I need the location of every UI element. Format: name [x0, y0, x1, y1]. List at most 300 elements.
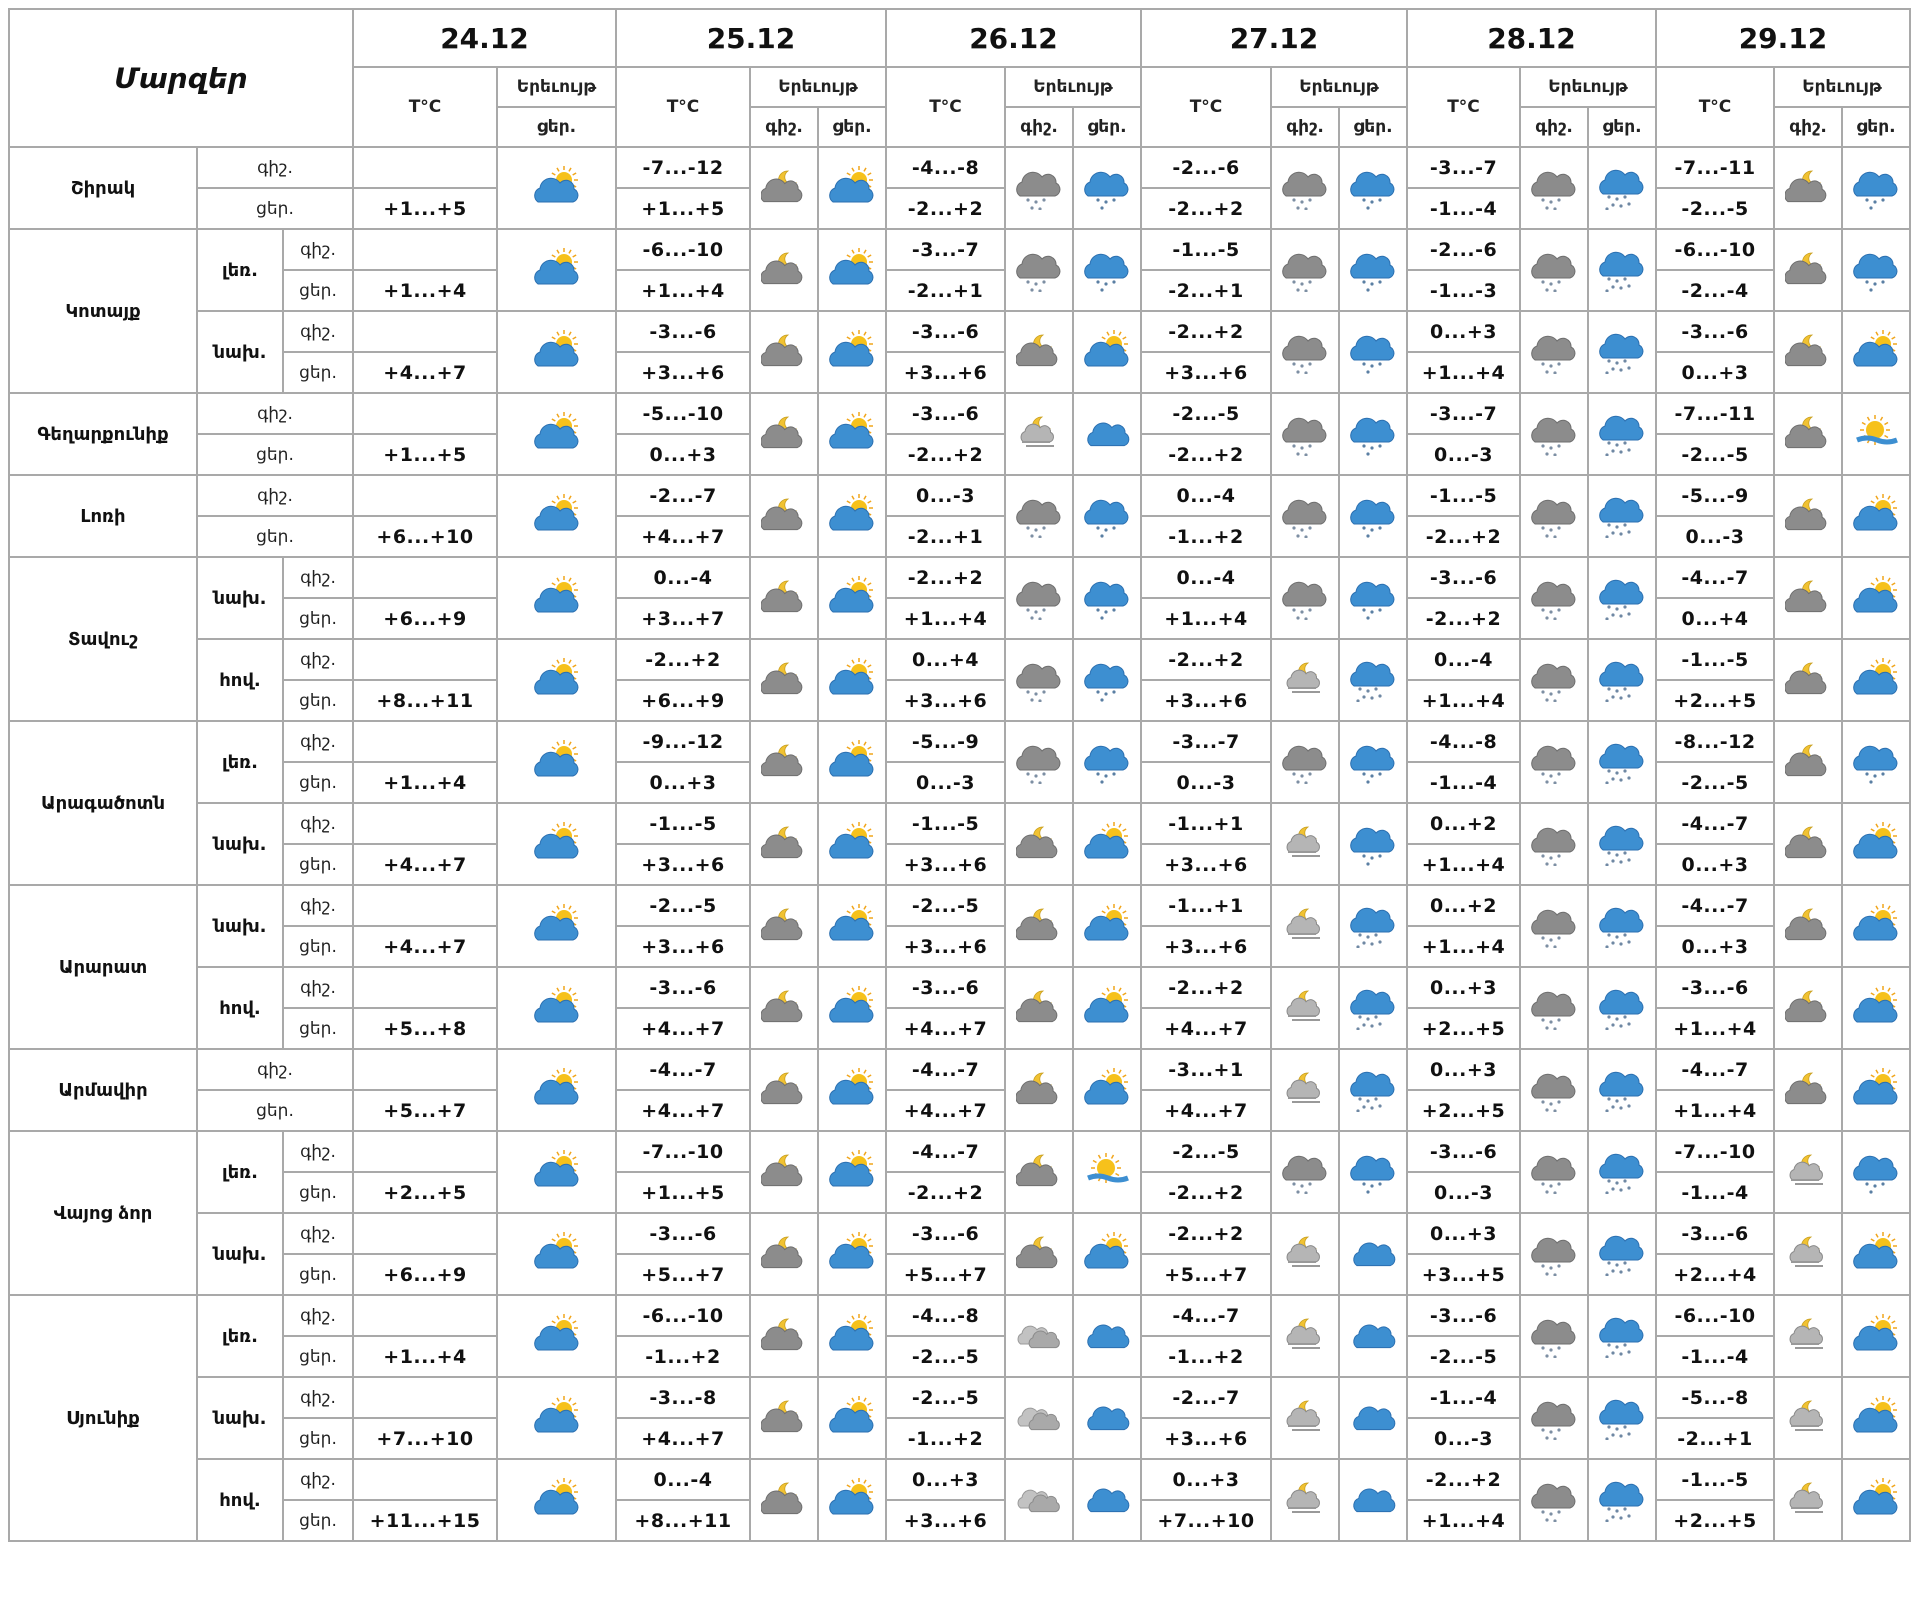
night-temp [353, 229, 497, 270]
day-temp: +1...+5 [353, 434, 497, 475]
moon-cloud-icon [750, 1377, 818, 1459]
day-temp: -1...-4 [1407, 188, 1520, 229]
moon-cloud-icon [1005, 1213, 1073, 1295]
moon-fog-icon [1271, 639, 1339, 721]
partly-sunny-icon [818, 803, 886, 885]
area-label: նախ. [197, 311, 283, 393]
night-temp: -2...-6 [1407, 229, 1520, 270]
table-row [9, 147, 1910, 188]
day-temp: +5...+7 [353, 1090, 497, 1131]
area-label: նախ. [197, 803, 283, 885]
snow-cloud-blue-icon [1339, 721, 1407, 803]
phenomenon-header: Երեւույթ [1005, 67, 1141, 107]
night-temp: -7...-11 [1656, 393, 1774, 434]
area-label: լեռ. [197, 1131, 283, 1213]
night-temp: -2...+2 [616, 639, 750, 680]
night-temp: -3...-6 [886, 393, 1005, 434]
partly-sunny-icon [1842, 475, 1910, 557]
snow-cloud-gray-icon [1271, 475, 1339, 557]
night-label: գիշ. [283, 557, 353, 598]
day-header: ցեր. [1588, 107, 1656, 147]
day-temp: -2...-4 [1656, 270, 1774, 311]
blue-cloud-icon [1073, 393, 1141, 475]
day-temp: -2...+2 [886, 1172, 1005, 1213]
partly-sunny-icon [1842, 1377, 1910, 1459]
partly-sunny-icon [1842, 967, 1910, 1049]
blue-cloud-icon [1073, 1459, 1141, 1541]
day-temp: +1...+4 [1407, 680, 1520, 721]
night-temp: -1...-5 [616, 803, 750, 844]
night-temp: -2...-6 [1141, 147, 1271, 188]
table-row [9, 721, 1910, 762]
temp-header: T°C [1407, 67, 1520, 147]
day-temp: +3...+6 [886, 1500, 1005, 1541]
night-temp: -9...-12 [616, 721, 750, 762]
snow-cloud-blue-icon [1339, 229, 1407, 311]
snow-cloud-gray-icon [1520, 1131, 1588, 1213]
day-temp: +3...+6 [886, 352, 1005, 393]
moon-cloud-icon [750, 311, 818, 393]
heavy-snow-blue-icon [1588, 1295, 1656, 1377]
night-label: գիշ. [197, 393, 353, 434]
partly-sunny-icon [818, 967, 886, 1049]
partly-sunny-icon [818, 639, 886, 721]
night-label: գիշ. [197, 1049, 353, 1090]
night-temp: -6...-10 [1656, 229, 1774, 270]
table-row [9, 885, 1910, 926]
day-label: ցեր. [197, 1090, 353, 1131]
moon-fog-icon [1271, 1377, 1339, 1459]
heavy-snow-blue-icon [1588, 557, 1656, 639]
night-temp: -5...-9 [886, 721, 1005, 762]
night-temp: -3...-7 [1407, 147, 1520, 188]
snow-cloud-blue-icon [1339, 311, 1407, 393]
day-temp: 0...+3 [1656, 352, 1774, 393]
day-temp: +1...+4 [1141, 598, 1271, 639]
night-temp: -2...-7 [616, 475, 750, 516]
day-temp: -2...+1 [1656, 1418, 1774, 1459]
day-temp: -2...-5 [1656, 762, 1774, 803]
night-temp: -2...-5 [1141, 393, 1271, 434]
date-header: 27.12 [1141, 9, 1407, 67]
night-label: գիշ. [283, 721, 353, 762]
snow-cloud-gray-icon [1005, 721, 1073, 803]
forecast-table-wrapper [8, 8, 1911, 1542]
sun-fog-icon [1073, 1131, 1141, 1213]
night-temp: -2...-5 [1141, 1131, 1271, 1172]
partly-sunny-icon [818, 1377, 886, 1459]
snow-cloud-gray-icon [1005, 475, 1073, 557]
snow-cloud-gray-icon [1520, 1049, 1588, 1131]
snow-cloud-blue-icon [1073, 557, 1141, 639]
area-label: լեռ. [197, 229, 283, 311]
temp-header: T°C [353, 67, 497, 147]
heavy-snow-blue-icon [1588, 1049, 1656, 1131]
day-temp: +1...+4 [616, 270, 750, 311]
night-label: գիշ. [283, 1377, 353, 1418]
moon-cloud-icon [750, 1295, 818, 1377]
phenomenon-header: Երեւույթ [1271, 67, 1407, 107]
day-temp: +3...+6 [886, 844, 1005, 885]
phenomenon-header: Երեւույթ [750, 67, 886, 107]
night-temp [353, 1049, 497, 1090]
day-temp: +8...+11 [353, 680, 497, 721]
day-temp: +1...+4 [353, 762, 497, 803]
heavy-snow-blue-icon [1588, 1459, 1656, 1541]
partly-sunny-icon [818, 885, 886, 967]
partly-sunny-icon [497, 393, 616, 475]
snow-cloud-gray-icon [1005, 147, 1073, 229]
day-label: ցեր. [283, 762, 353, 803]
day-temp: +3...+6 [886, 926, 1005, 967]
area-label: հով. [197, 1459, 283, 1541]
snow-cloud-gray-icon [1520, 967, 1588, 1049]
snow-cloud-gray-icon [1271, 229, 1339, 311]
snow-cloud-blue-icon [1073, 721, 1141, 803]
night-temp: -4...-7 [1656, 557, 1774, 598]
moon-cloud-icon [1005, 803, 1073, 885]
moon-cloud-icon [1774, 229, 1842, 311]
night-temp [353, 967, 497, 1008]
partly-sunny-icon [497, 475, 616, 557]
night-temp [353, 721, 497, 762]
night-temp [353, 885, 497, 926]
day-temp: +4...+7 [1141, 1008, 1271, 1049]
day-temp: 0...+4 [1656, 598, 1774, 639]
night-header: գիշ. [750, 107, 818, 147]
night-label: գիշ. [283, 1213, 353, 1254]
snow-cloud-blue-icon [1339, 475, 1407, 557]
moon-fog-icon [1774, 1377, 1842, 1459]
moon-cloud-icon [1774, 803, 1842, 885]
day-label: ցեր. [197, 434, 353, 475]
snow-cloud-gray-icon [1520, 803, 1588, 885]
blue-cloud-icon [1073, 1377, 1141, 1459]
table-row [9, 557, 1910, 598]
moon-cloud-icon [1774, 311, 1842, 393]
day-label: ցեր. [283, 1418, 353, 1459]
day-temp: +1...+4 [1407, 926, 1520, 967]
night-temp: -4...-7 [886, 1049, 1005, 1090]
date-header: 24.12 [353, 9, 616, 67]
day-header: ցեր. [497, 107, 616, 147]
moon-cloud-icon [750, 967, 818, 1049]
night-temp: -7...-10 [616, 1131, 750, 1172]
night-temp: -4...-7 [1656, 885, 1774, 926]
night-temp: -3...-6 [1407, 1295, 1520, 1336]
partly-sunny-icon [818, 1459, 886, 1541]
night-temp: -3...-6 [1656, 967, 1774, 1008]
table-row [9, 229, 1910, 270]
day-temp: 0...-3 [1407, 1172, 1520, 1213]
night-temp: -1...-4 [1407, 1377, 1520, 1418]
day-temp: +3...+7 [616, 598, 750, 639]
area-label: նախ. [197, 557, 283, 639]
day-label: ցեր. [197, 188, 353, 229]
day-label: ցեր. [283, 1254, 353, 1295]
day-temp: 0...-3 [1656, 516, 1774, 557]
partly-sunny-icon [1842, 885, 1910, 967]
snow-cloud-blue-icon [1073, 229, 1141, 311]
moon-cloud-icon [750, 475, 818, 557]
day-temp: +4...+7 [616, 516, 750, 557]
night-label: գիշ. [197, 147, 353, 188]
moon-cloud-icon [750, 1459, 818, 1541]
day-temp: -2...+1 [886, 516, 1005, 557]
day-temp: +4...+7 [886, 1008, 1005, 1049]
night-temp [353, 557, 497, 598]
snow-cloud-blue-icon [1339, 803, 1407, 885]
partly-sunny-icon [497, 229, 616, 311]
night-label: գիշ. [197, 475, 353, 516]
table-row [9, 311, 1910, 352]
moon-cloud-icon [1774, 1049, 1842, 1131]
snow-cloud-blue-icon [1842, 147, 1910, 229]
day-temp: +1...+4 [1407, 1500, 1520, 1541]
night-temp: -4...-7 [1656, 803, 1774, 844]
moon-cloud-icon [750, 147, 818, 229]
temp-header: T°C [1141, 67, 1271, 147]
partly-sunny-icon [818, 557, 886, 639]
heavy-snow-blue-icon [1588, 311, 1656, 393]
night-label: գիշ. [283, 967, 353, 1008]
day-temp: +8...+11 [616, 1500, 750, 1541]
day-temp: +2...+5 [353, 1172, 497, 1213]
night-temp: -1...-5 [1656, 639, 1774, 680]
moon-cloud-icon [1774, 557, 1842, 639]
day-label: ցեր. [283, 1008, 353, 1049]
night-temp: 0...+3 [1407, 1213, 1520, 1254]
blue-cloud-icon [1339, 1377, 1407, 1459]
night-temp [353, 475, 497, 516]
snow-cloud-gray-icon [1271, 1131, 1339, 1213]
day-temp: +2...+5 [1656, 1500, 1774, 1541]
region-name: Արմավիր [9, 1049, 197, 1131]
day-temp: -1...-4 [1656, 1336, 1774, 1377]
region-name: Լոռի [9, 475, 197, 557]
night-temp: -3...-6 [886, 967, 1005, 1008]
day-temp: -1...-4 [1407, 762, 1520, 803]
day-temp: +5...+7 [616, 1254, 750, 1295]
moon-cloud-icon [750, 721, 818, 803]
partly-sunny-icon [497, 639, 616, 721]
day-label: ցեր. [283, 926, 353, 967]
area-label: հով. [197, 967, 283, 1049]
heavy-snow-blue-icon [1588, 147, 1656, 229]
night-temp [353, 311, 497, 352]
night-temp: -1...+1 [1141, 803, 1271, 844]
moon-fog-icon [1271, 967, 1339, 1049]
night-header: գիշ. [1005, 107, 1073, 147]
day-temp: -2...+2 [1407, 598, 1520, 639]
night-temp [353, 147, 497, 188]
snow-cloud-blue-icon [1339, 557, 1407, 639]
partly-sunny-icon [497, 1049, 616, 1131]
day-temp: 0...+3 [616, 434, 750, 475]
night-temp: -4...-7 [1141, 1295, 1271, 1336]
snow-cloud-gray-icon [1005, 639, 1073, 721]
area-label: լեռ. [197, 721, 283, 803]
partly-sunny-icon [818, 721, 886, 803]
moon-cloud-icon [1005, 885, 1073, 967]
snow-cloud-gray-icon [1520, 721, 1588, 803]
night-temp: -3...-7 [1407, 393, 1520, 434]
partly-sunny-icon [818, 1049, 886, 1131]
partly-sunny-icon [1073, 885, 1141, 967]
date-header: 29.12 [1656, 9, 1910, 67]
night-temp: -3...-6 [1407, 557, 1520, 598]
night-temp: 0...-4 [1141, 557, 1271, 598]
night-temp: -1...+1 [1141, 885, 1271, 926]
day-temp: +1...+4 [353, 1336, 497, 1377]
partly-sunny-icon [1073, 967, 1141, 1049]
day-temp: +3...+6 [1141, 844, 1271, 885]
heavy-snow-blue-icon [1339, 967, 1407, 1049]
moon-cloud-icon [750, 885, 818, 967]
night-temp [353, 1131, 497, 1172]
moon-cloud-icon [750, 1131, 818, 1213]
day-temp: +6...+9 [353, 598, 497, 639]
table-row [9, 475, 1910, 516]
night-label: գիշ. [283, 311, 353, 352]
partly-sunny-icon [818, 393, 886, 475]
snow-cloud-gray-icon [1520, 393, 1588, 475]
night-temp: 0...+3 [1407, 967, 1520, 1008]
night-temp: -3...-6 [616, 1213, 750, 1254]
day-label: ցեր. [283, 270, 353, 311]
snow-cloud-gray-icon [1271, 311, 1339, 393]
night-temp: -5...-8 [1656, 1377, 1774, 1418]
night-temp: -2...+2 [1141, 967, 1271, 1008]
partly-sunny-icon [497, 721, 616, 803]
moon-cloud-icon [1005, 1049, 1073, 1131]
moon-cloud-icon [1774, 475, 1842, 557]
night-temp: -6...-10 [616, 1295, 750, 1336]
night-temp: 0...+3 [886, 1459, 1005, 1500]
night-temp: -3...-8 [616, 1377, 750, 1418]
snow-cloud-blue-icon [1339, 147, 1407, 229]
heavy-snow-blue-icon [1588, 1131, 1656, 1213]
day-temp: +1...+4 [1656, 1090, 1774, 1131]
blue-cloud-icon [1339, 1213, 1407, 1295]
table-row [9, 1131, 1910, 1172]
heavy-snow-blue-icon [1588, 721, 1656, 803]
night-header: գիշ. [1271, 107, 1339, 147]
day-temp: +1...+4 [886, 598, 1005, 639]
phenomenon-header: Երեւույթ [1774, 67, 1910, 107]
area-label: նախ. [197, 1377, 283, 1459]
date-header: 26.12 [886, 9, 1141, 67]
day-label: ցեր. [283, 352, 353, 393]
night-temp: -3...-6 [616, 967, 750, 1008]
day-temp: -1...+2 [1141, 516, 1271, 557]
partly-sunny-icon [818, 147, 886, 229]
area-label: նախ. [197, 1213, 283, 1295]
table-row [9, 393, 1910, 434]
night-temp: -1...-5 [886, 803, 1005, 844]
day-temp: -2...-5 [1656, 434, 1774, 475]
night-temp: -2...-5 [886, 885, 1005, 926]
snow-cloud-gray-icon [1271, 393, 1339, 475]
day-temp: +3...+6 [616, 352, 750, 393]
date-header: 28.12 [1407, 9, 1656, 67]
day-temp: 0...+3 [1656, 844, 1774, 885]
partly-sunny-icon [1842, 1213, 1910, 1295]
snow-cloud-gray-icon [1520, 1377, 1588, 1459]
partly-sunny-icon [1073, 1049, 1141, 1131]
day-temp: +4...+7 [616, 1090, 750, 1131]
moon-fog-icon [1774, 1295, 1842, 1377]
table-row [9, 639, 1910, 680]
snow-cloud-blue-icon [1339, 1131, 1407, 1213]
night-label: գիշ. [283, 1295, 353, 1336]
temp-header: T°C [886, 67, 1005, 147]
day-temp: -2...+2 [1141, 434, 1271, 475]
partly-sunny-icon [1842, 803, 1910, 885]
night-temp: -7...-10 [1656, 1131, 1774, 1172]
day-temp: +1...+5 [616, 188, 750, 229]
night-temp: -2...+2 [1141, 311, 1271, 352]
partly-sunny-icon [497, 311, 616, 393]
night-temp [353, 1459, 497, 1500]
table-row [9, 1213, 1910, 1254]
moon-cloud-icon [1005, 1131, 1073, 1213]
table-row [9, 1295, 1910, 1336]
day-temp: +3...+6 [1141, 926, 1271, 967]
partly-sunny-icon [497, 1213, 616, 1295]
night-temp: -4...-7 [886, 1131, 1005, 1172]
day-temp: +6...+9 [616, 680, 750, 721]
snow-cloud-gray-icon [1005, 229, 1073, 311]
day-label: ցեր. [283, 844, 353, 885]
day-temp: -1...+2 [616, 1336, 750, 1377]
region-name: Վայոց ձոր [9, 1131, 197, 1295]
snow-cloud-blue-icon [1842, 1131, 1910, 1213]
snow-cloud-blue-icon [1073, 475, 1141, 557]
night-temp [353, 803, 497, 844]
day-temp: 0...-3 [1141, 762, 1271, 803]
day-temp: +6...+9 [353, 1254, 497, 1295]
partly-sunny-icon [1842, 557, 1910, 639]
day-temp: -2...+1 [886, 270, 1005, 311]
day-temp: -2...+2 [1141, 188, 1271, 229]
partly-sunny-icon [1842, 1459, 1910, 1541]
moon-fog-icon [1271, 1459, 1339, 1541]
heavy-snow-blue-icon [1588, 639, 1656, 721]
day-temp: +3...+6 [1141, 680, 1271, 721]
snow-cloud-gray-icon [1520, 475, 1588, 557]
blue-cloud-icon [1073, 1295, 1141, 1377]
night-label: գիշ. [283, 803, 353, 844]
day-temp: -2...+2 [886, 434, 1005, 475]
night-temp: -4...-8 [1407, 721, 1520, 762]
night-header: գիշ. [1774, 107, 1842, 147]
moon-cloud-icon [750, 393, 818, 475]
night-temp: -5...-9 [1656, 475, 1774, 516]
night-temp: 0...-4 [616, 557, 750, 598]
partly-sunny-icon [1842, 1295, 1910, 1377]
day-header: ցեր. [1339, 107, 1407, 147]
day-temp: +2...+5 [1656, 680, 1774, 721]
night-temp: -3...-6 [886, 311, 1005, 352]
snow-cloud-gray-icon [1520, 1295, 1588, 1377]
day-temp: -2...-5 [1656, 188, 1774, 229]
day-temp: +4...+7 [616, 1008, 750, 1049]
night-temp: -4...-7 [616, 1049, 750, 1090]
day-header: ցեր. [1842, 107, 1910, 147]
night-label: գիշ. [283, 1131, 353, 1172]
night-temp: -3...-6 [1656, 311, 1774, 352]
